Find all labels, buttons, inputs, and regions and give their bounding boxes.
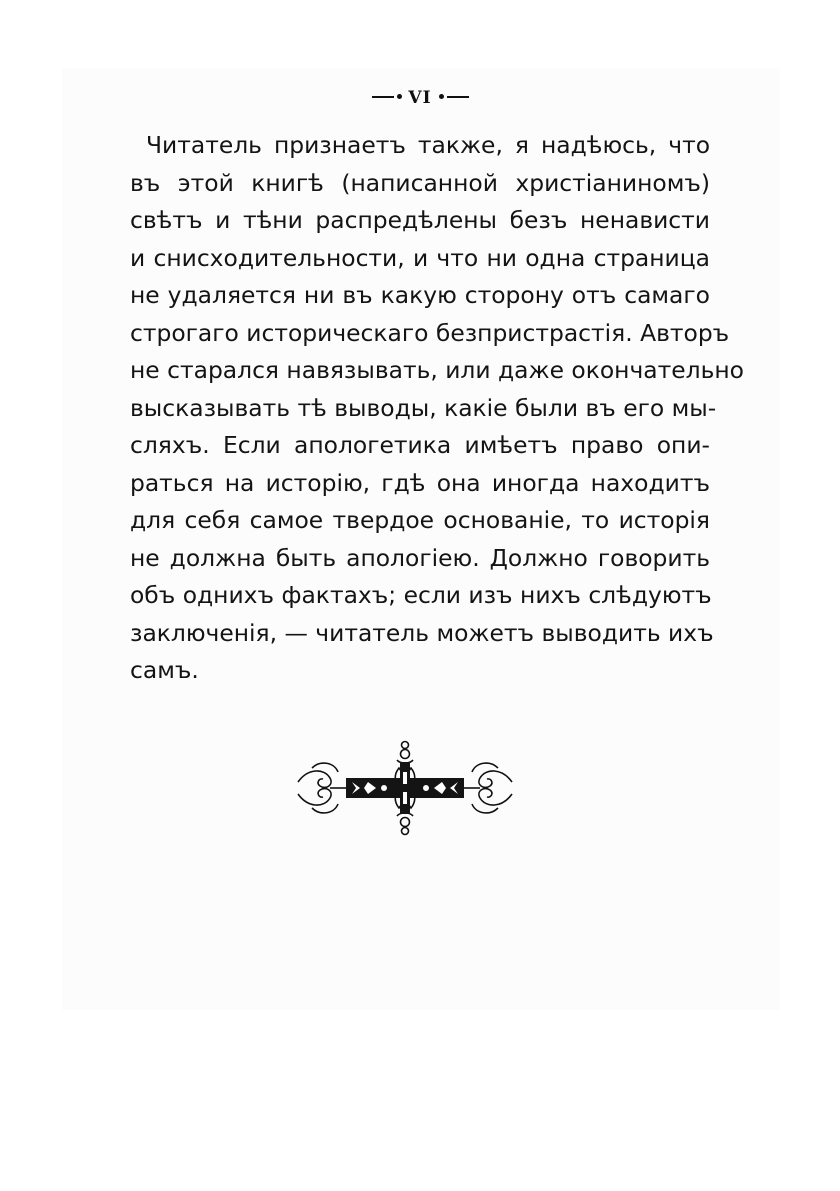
- folio-number: VI: [408, 88, 432, 108]
- text-line: для себя самое твердое основаніе, то исторія: [130, 506, 710, 534]
- tailpiece-ornament-icon: [294, 738, 516, 838]
- text-line: свѣтъ и тѣни распредѣлены безъ ненависти: [130, 206, 710, 234]
- text-line: и снисходительности, и что ни одна страница: [130, 243, 710, 272]
- folio-left-dash: [372, 96, 394, 98]
- page-number: [0, 88, 840, 108]
- text-line: не должна быть апологіею. Должно говорить: [130, 543, 710, 572]
- text-line: строгаго историческаго безпристрастія. Авторъ: [130, 318, 730, 347]
- folio-right-dash: [447, 96, 469, 98]
- text-line: высказывать тѣ выводы, какіе были въ его мы-: [130, 393, 717, 422]
- text-line: объ однихъ фактахъ; если изъ нихъ слѣдуютъ: [130, 581, 712, 609]
- text-line: Читатель признаетъ также, я надѣюсь, что: [146, 131, 710, 159]
- text-line: самъ.: [130, 656, 199, 684]
- text-line: сляхъ. Если апологетика имѣетъ право опи-: [130, 431, 710, 459]
- folio-right-dot: [439, 94, 444, 99]
- text-line: раться на исторію, гдѣ она иногда находитъ: [130, 468, 710, 497]
- text-line: въ этой книгѣ (написанной христіаниномъ): [130, 168, 710, 197]
- folio-left-dot: [397, 94, 402, 99]
- text-line: не старался навязывать, или даже окончательно: [130, 356, 744, 384]
- body-paragraph: [130, 127, 744, 690]
- text-line: не удаляется ни въ какую сторону отъ самаго: [130, 281, 710, 309]
- text-line: заключенія, — читатель можетъ выводить ихъ: [130, 618, 714, 647]
